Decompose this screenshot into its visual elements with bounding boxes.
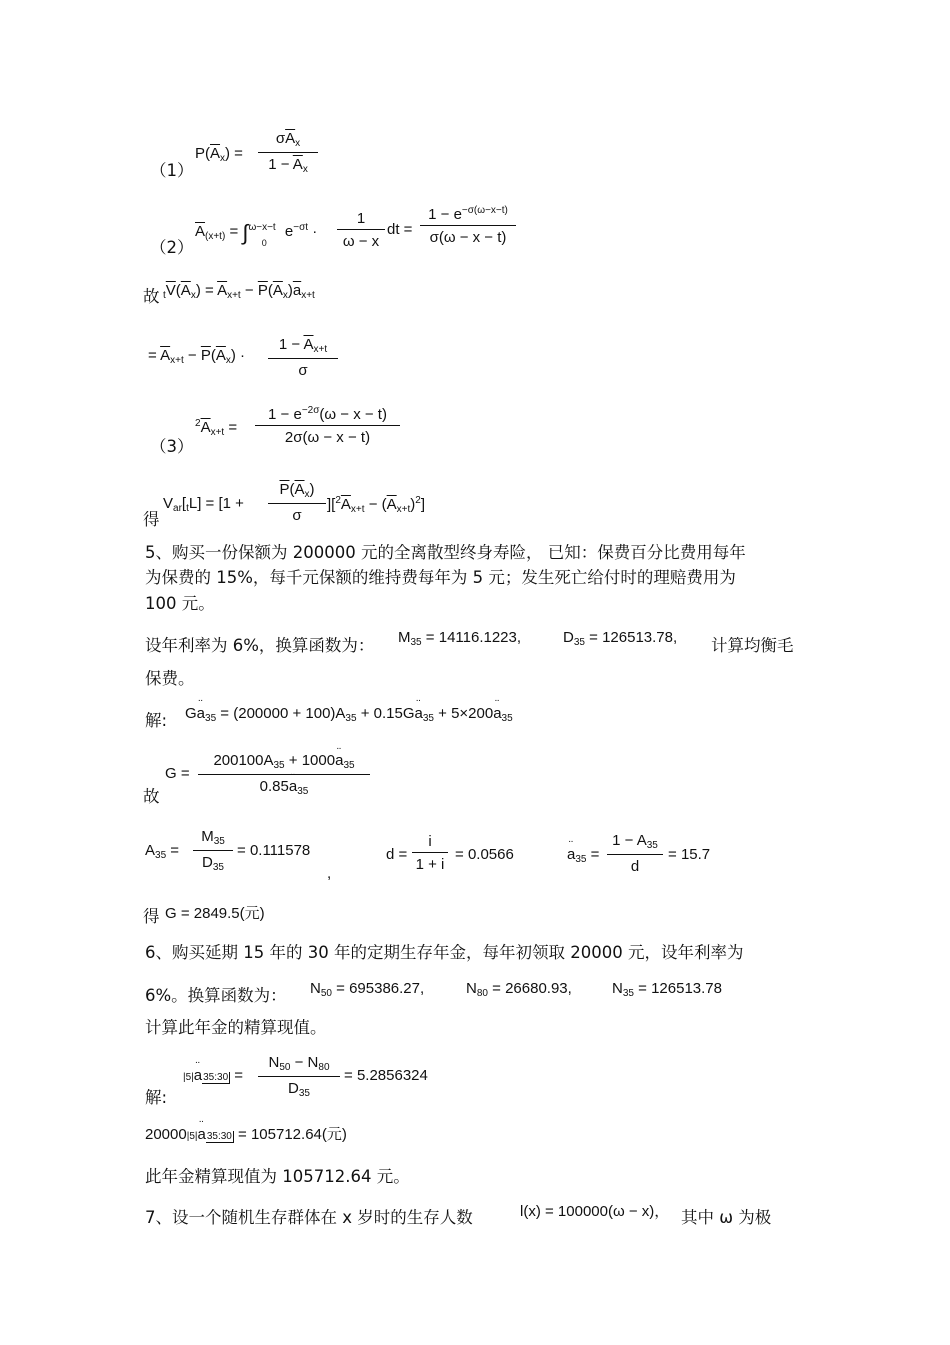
formula-1-lhs: $P(\overline{A}_x)$ = [195, 145, 243, 164]
text-jie-2: 解: [145, 1088, 168, 1107]
value-n50: 695386.27 [349, 980, 420, 997]
formula-g-result: G = 2849.5(元) [165, 905, 265, 922]
value-d35: 126513.78 [602, 629, 673, 646]
formula-2-lhs: $\overline{A}_{(x+t)} = \int^{\omega-x-t}_0$ $e^{-\sigma t}$ · [195, 220, 318, 248]
problem-6-conclusion: 此年金精算现值为 105712.64 元。 [145, 1167, 410, 1186]
text-de-2: 得 [143, 907, 160, 926]
formula-6-fraction: $N_{50} - N_{80}$ $D_{35}$ [258, 1054, 340, 1099]
value-lx: l(x) = 100000(ω − x)， [520, 1203, 670, 1220]
text-gu-1: 故 [143, 287, 160, 306]
formula-var-lhs: $V_{ar}[_tL] = [1$ + [163, 495, 244, 514]
value-d: 0.0566 [467, 846, 514, 863]
value-annuity-factor: 5.2856324 [356, 1067, 428, 1084]
formula-d-lhs: d = [386, 846, 408, 863]
formula-d-fraction: i 1 + i [412, 833, 448, 874]
formula-n80: $N_{80} = 26680.93$, [466, 980, 572, 999]
formula-6-value: = 5.2856324 [344, 1067, 428, 1084]
item-label-3: （3） [150, 437, 194, 456]
formula-2-fraction-b: $1 - e^{-\sigma(\omega-x-t)}$ σ(ω − x − t) [420, 205, 516, 247]
formula-reserve: $_t\overline{V}(\overline{A}_x) = \overline{A}_{x+t} - \overline{P}(\overline{A}_x)\overline{a}_{x+t}$ [163, 282, 315, 301]
formula-var-rhs: ]$[^2\overline{A}_{x+t} - (\overline{A}_{x+t})^2]$ [327, 495, 426, 515]
formula-reserve-2: = $\overline{A}_{x+t} - \overline{P}(\overline{A}_x)$ · [148, 347, 246, 366]
formula-g-fraction: $200100A_{35} + 1000\cdot\cdot a_{35}$ $0.85\cdot\cdot a_{35}$ [198, 752, 370, 797]
comma-sep: , [327, 865, 332, 882]
problem-5-line-4: 设年利率为 6%，换算函数为： [145, 636, 375, 655]
problem-5-line-2: 为保费的 15%，每千元保额的维持费每年为 5 元；发生死亡给付时的理赔费用为 [145, 568, 736, 587]
formula-var-fraction: $\overline{P}(\overline{A}_x)$ σ [268, 481, 326, 524]
formula-n50: $N_{50} = 695386.27$, [310, 980, 425, 999]
item-label-1: （1） [150, 161, 194, 180]
problem-5-line-1: 5、购买一份保额为 200000 元的全离散型终身寿险， 已知：保费百分比费用每年 [145, 543, 746, 562]
value-result: 105712.64(元) [250, 1126, 347, 1143]
problem-6-line-3: 计算此年金的精算现值。 [145, 1018, 327, 1037]
formula-2-dt: dt = [387, 221, 413, 238]
formula-d-value: = 0.0566 [455, 846, 514, 863]
formula-1-fraction: $\sigma\overline{A}_x$ $1 - \overline{A}_x$ [258, 130, 318, 175]
formula-a35dd-value: = 15.7 [668, 846, 711, 863]
formula-6-lhs: |5|·· a35:30 = [183, 1068, 243, 1083]
problem-6-line-2: 6%。换算函数为： [145, 986, 287, 1005]
formula-reserve-2-fraction: $1 - \overline{A}_{x+t}$ σ [268, 336, 338, 379]
formula-3-fraction: $1 - e^{-2\sigma}(\omega - x - t)$ 2σ(ω − x − t) [255, 405, 400, 447]
value-n35: 126513.78 [651, 980, 722, 997]
formula-g-lhs: G = [165, 765, 190, 782]
formula-3-lhs: $^2\overline{A}_{x+t}$ = [195, 418, 238, 438]
problem-7-line-1b: 其中 ω 为极 [681, 1208, 772, 1227]
problem-5-line-4b: 计算均衡毛 [711, 636, 794, 655]
formula-a35-value: = 0.111578 [237, 842, 311, 859]
formula-6-result: 20000|5|·· a35:30 = 105712.64(元) [145, 1127, 347, 1142]
text-gu-2: 故 [143, 787, 160, 806]
formula-2-fraction-a: 1 ω − x [337, 210, 385, 251]
value-m35: 14116.1223 [438, 629, 517, 646]
formula-n35: $N_{35} = 126513.78$ [612, 980, 722, 999]
formula-7-lx [520, 1204, 669, 1219]
formula-a35dd-lhs: ·· $a_{35}$ = [567, 847, 599, 865]
formula-d35: $D_{35} = 126513.78$, [563, 629, 678, 648]
problem-6-line-1: 6、购买延期 15 年的 30 年的定期生存年金，每年初领取 20000 元，设年利率为 [145, 943, 744, 962]
value-a35: 0.111578 [249, 842, 311, 859]
formula-a35dd-fraction: $1 - A_{35}$ d [607, 832, 663, 875]
problem-7-line-1a: 7、设一个随机生存群体在 x 岁时的生存人数 [145, 1208, 473, 1227]
problem-5-line-3: 100 元。 [145, 594, 215, 613]
formula-5-eq: $G\cdot\cdot a_{35} = (200000 + 100)A_{35} + 0.15G\cdot\cdot a_{35} + 5\times 200\cdot\cdot a_{35}$ [185, 706, 513, 724]
text-jie-1: 解: [145, 711, 168, 730]
value-g: 2849.5(元) [193, 905, 265, 922]
item-label-2: （2） [150, 238, 194, 257]
value-n80: 26680.93 [505, 980, 568, 997]
formula-a35-fraction: $M_{35}$ $D_{35}$ [193, 828, 233, 873]
problem-5-line-5: 保费。 [145, 669, 195, 688]
value-a35dd: 15.7 [680, 846, 711, 863]
formula-m35: $M_{35} = 14116.1223$, [398, 629, 522, 648]
text-de-1: 得 [143, 510, 160, 529]
formula-a35-lhs: $A_{35}$ = [145, 842, 180, 861]
